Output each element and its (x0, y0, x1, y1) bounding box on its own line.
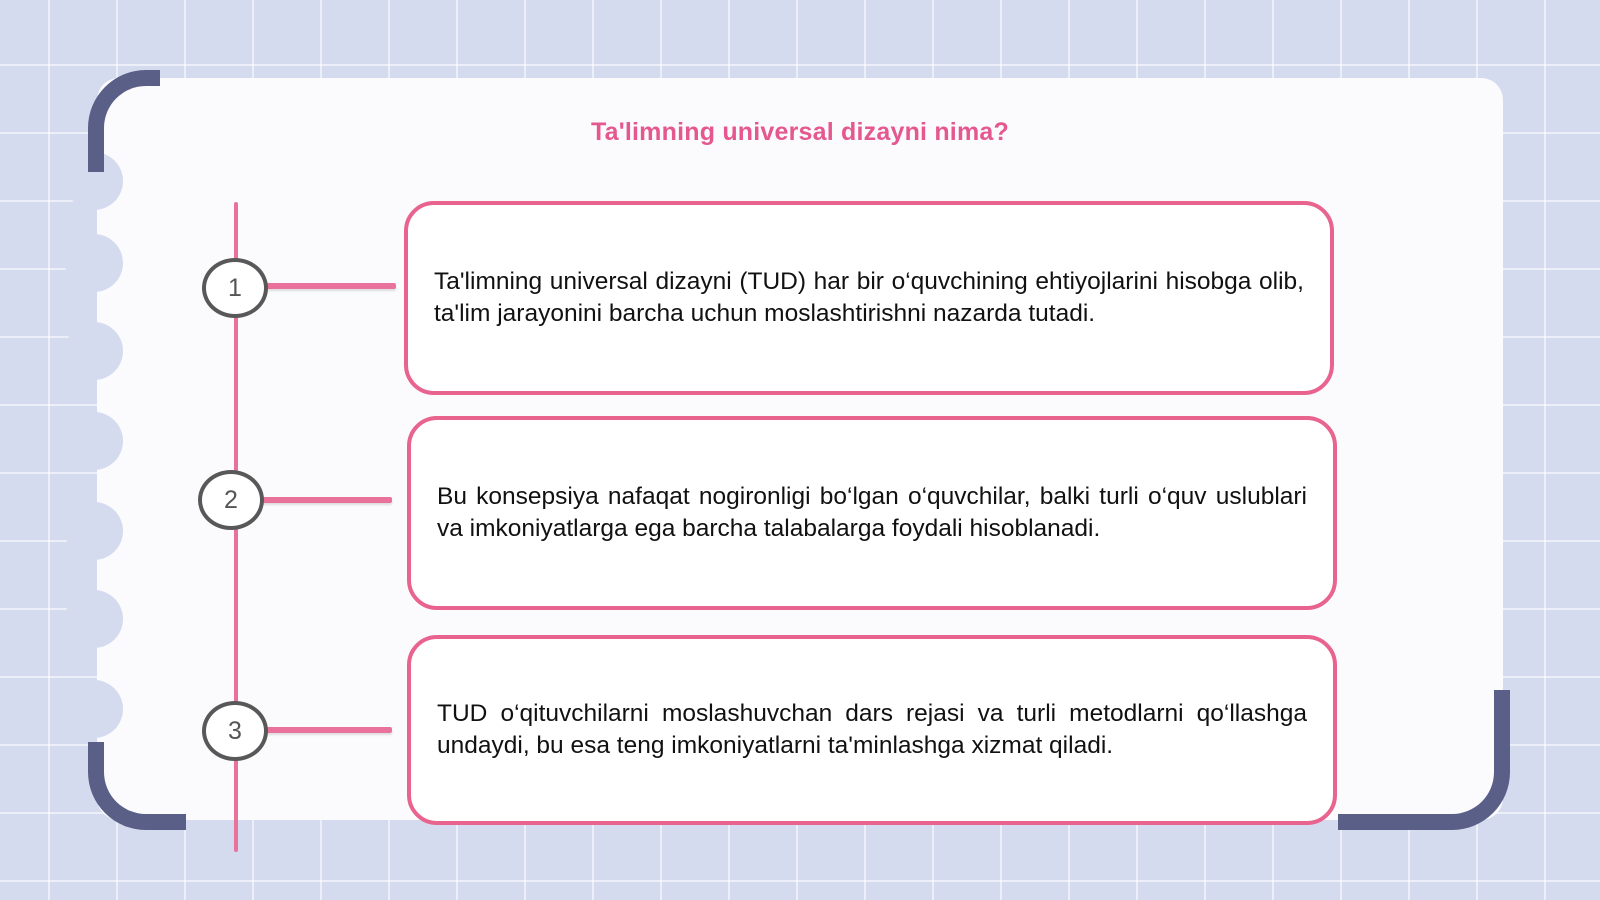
corner-bracket-bottom-left (88, 742, 186, 830)
step-2-text: Bu konsepsiya nafaqat nogironligi bo‘lgan o‘quvchilar, balki turli o‘quv uslublari va imkoniyatlarga ega barcha talabalarga foydali hisoblanadi. (437, 483, 1307, 542)
step-3-connector (266, 727, 392, 733)
card-scallop (65, 590, 123, 648)
step-2-number-badge: 2 (198, 470, 264, 530)
card-scallop (65, 322, 123, 380)
step-1-connector (266, 283, 396, 289)
step-1-text: Ta'limning universal dizayni (TUD) har bir o‘quvchining ehtiyojlarini hisobga olib, ta'lim jarayonini barcha uchun moslashtirishni nazarda tutadi. (434, 268, 1304, 327)
step-3-text: TUD o‘qituvchilarni moslashuvchan dars rejasi va turli metodlarni qo‘llashga undaydi, bu esa teng imkoniyatlarni ta'minlashga xizmat qiladi. (437, 700, 1307, 759)
step-3-box (407, 635, 1337, 825)
step-1-box (404, 201, 1334, 395)
card-scallop (65, 502, 123, 560)
step-3-number-badge: 3 (202, 701, 268, 761)
corner-bracket-top-left (88, 70, 160, 172)
step-1-number-badge: 1 (202, 258, 268, 318)
slide-title: Ta'limning universal dizayni nima? (591, 118, 1009, 146)
step-2-box (407, 416, 1337, 610)
card-scallop (65, 234, 123, 292)
card-scallop (65, 680, 123, 738)
corner-bracket-bottom-right (1338, 690, 1510, 830)
card-scallop (65, 412, 123, 470)
step-2-connector (262, 497, 392, 503)
